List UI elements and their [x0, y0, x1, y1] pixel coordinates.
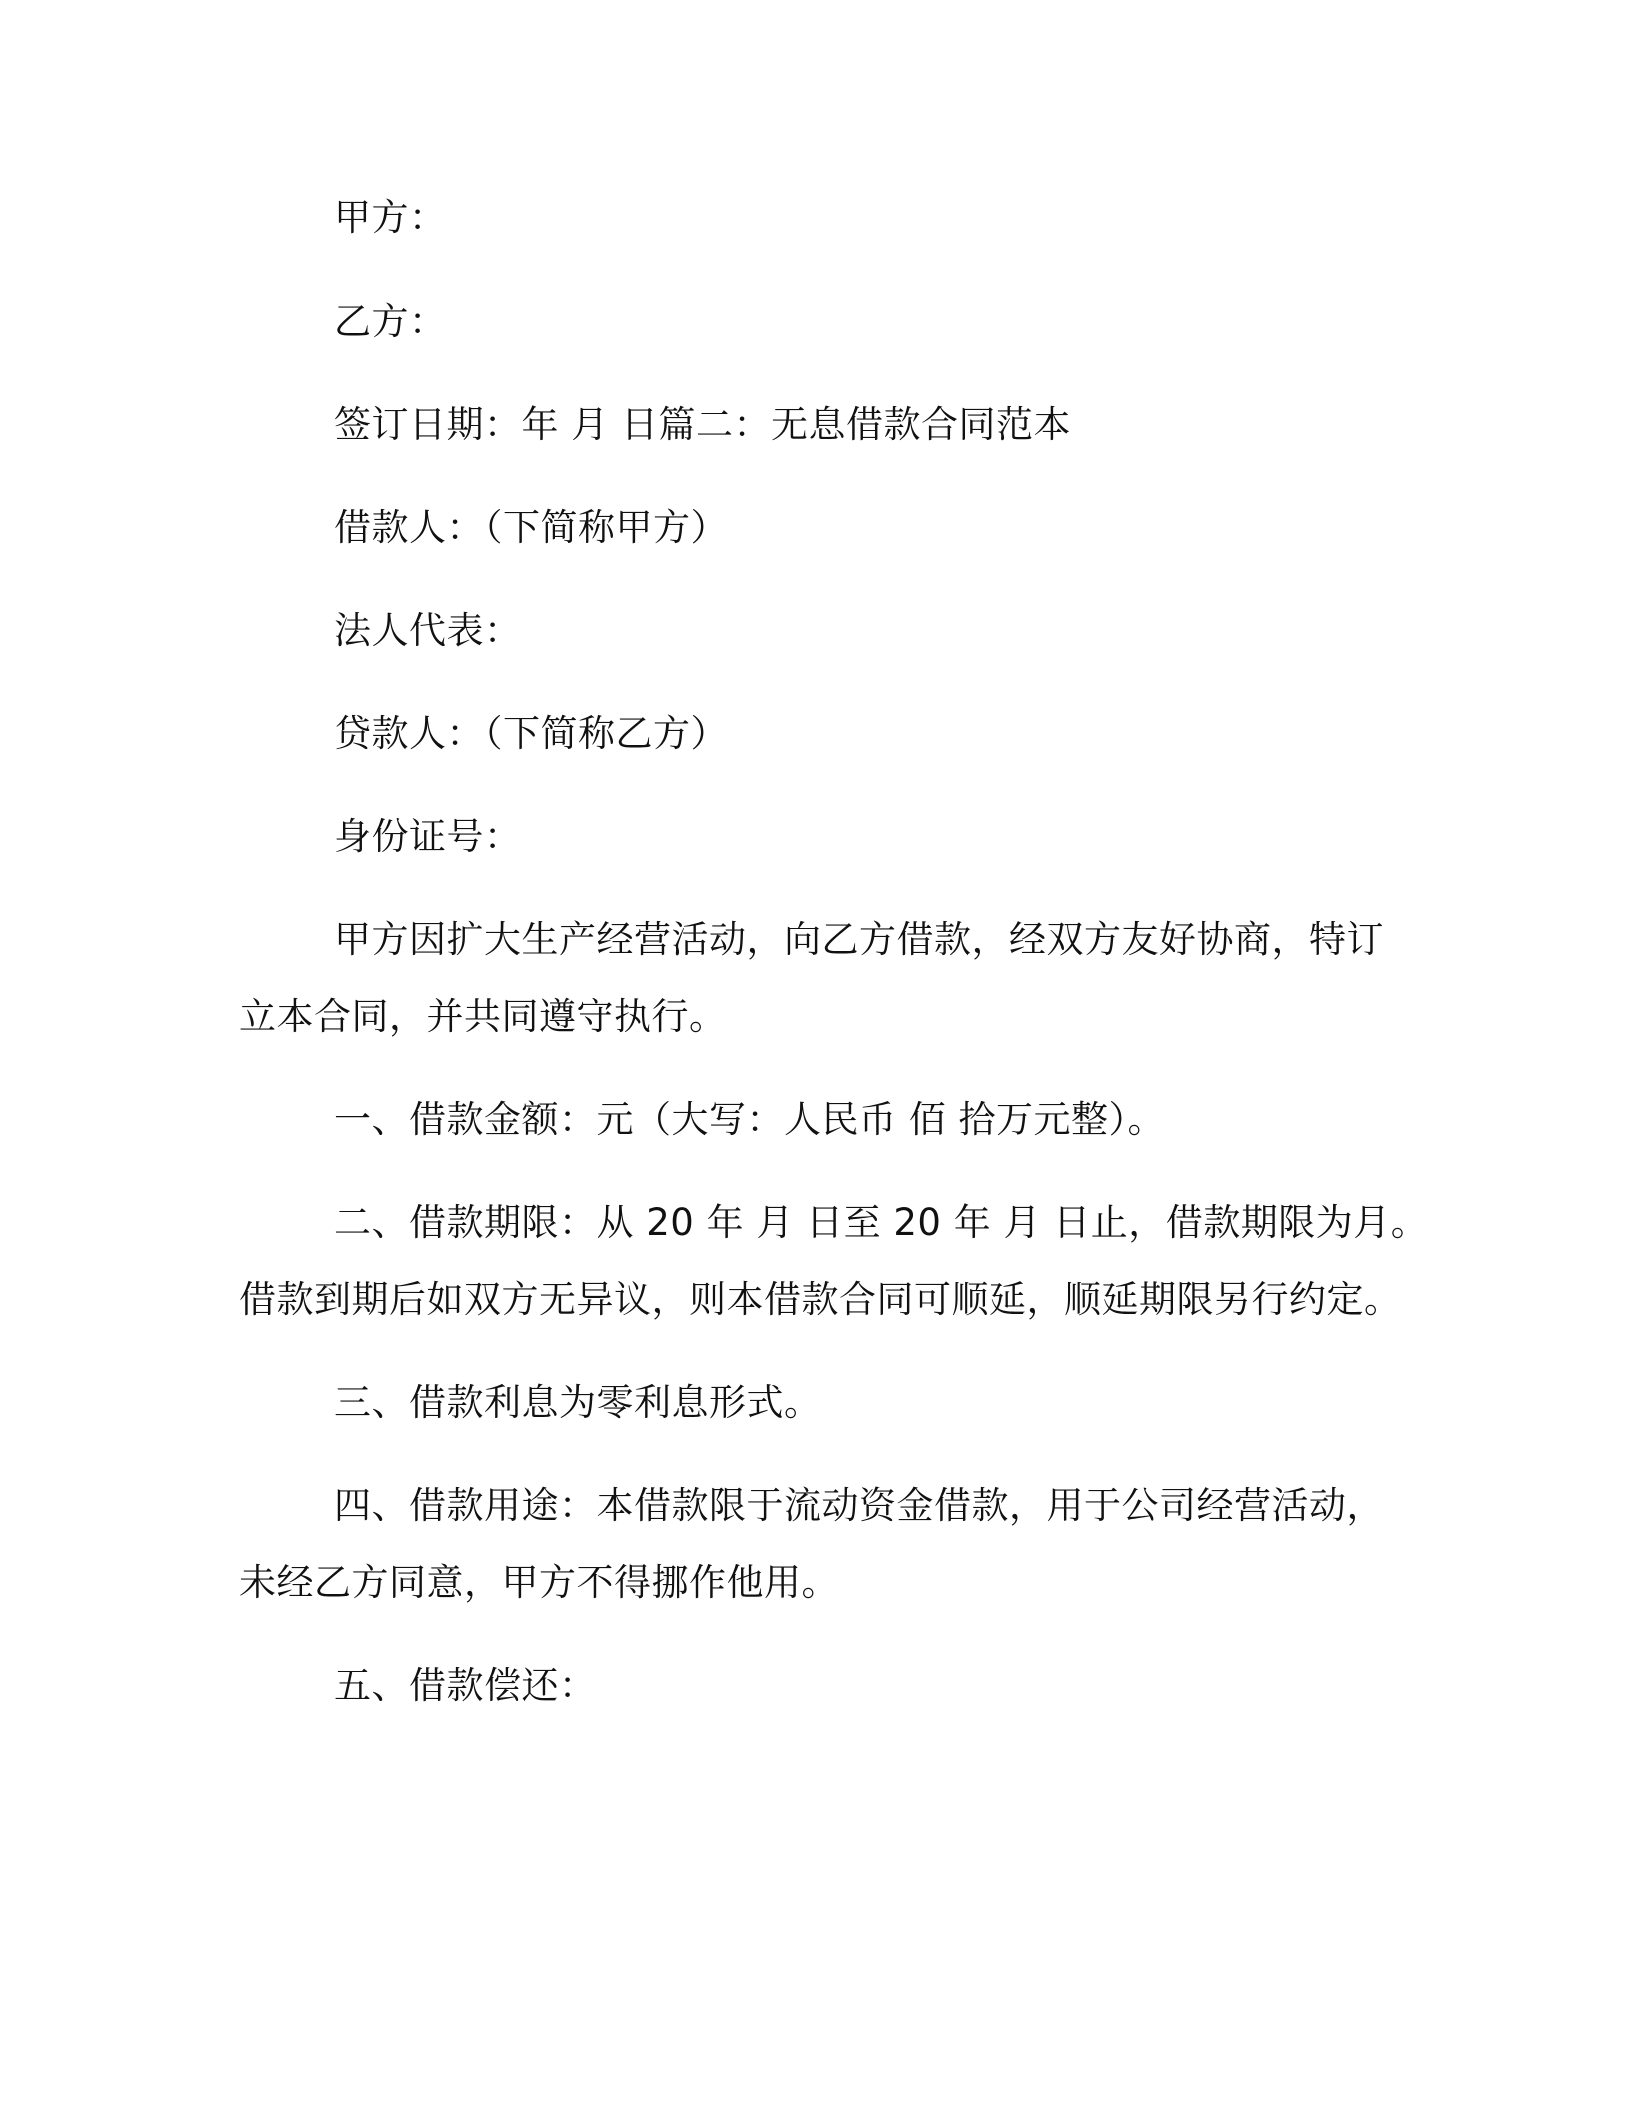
preamble-paragraph-line-1: 甲方因扩大生产经营活动，向乙方借款，经双方友好协商，特订 [334, 918, 1384, 961]
id-number-line: 身份证号： [334, 815, 522, 858]
lender-line: 贷款人：（下简称乙方） [334, 712, 728, 755]
clause-2-term-line-2: 借款到期后如双方无异议，则本借款合同可顺延，顺延期限另行约定。 [239, 1278, 1402, 1321]
clause-3-interest: 三、借款利息为零利息形式。 [334, 1381, 822, 1424]
preamble-paragraph-line-2: 立本合同，并共同遵守执行。 [239, 995, 727, 1038]
legal-representative-line: 法人代表： [334, 609, 522, 652]
clause-4-purpose-line-2: 未经乙方同意，甲方不得挪作他用。 [239, 1561, 839, 1604]
party-b-label: 乙方： [334, 300, 447, 343]
signing-date-line: 签订日期：年 月 日篇二：无息借款合同范本 [334, 403, 1072, 446]
clause-4-purpose-line-1: 四、借款用途：本借款限于流动资金借款，用于公司经营活动， [334, 1484, 1384, 1527]
clause-1-amount: 一、借款金额：元（大写：人民币 佰 拾万元整）。 [334, 1098, 1166, 1141]
clause-2-term-line-1: 二、借款期限：从 20 年 月 日至 20 年 月 日止，借款期限为月。 [334, 1201, 1429, 1244]
clause-5-repayment: 五、借款偿还： [334, 1664, 597, 1707]
borrower-line: 借款人：（下简称甲方） [334, 506, 728, 549]
party-a-label: 甲方： [334, 196, 447, 239]
